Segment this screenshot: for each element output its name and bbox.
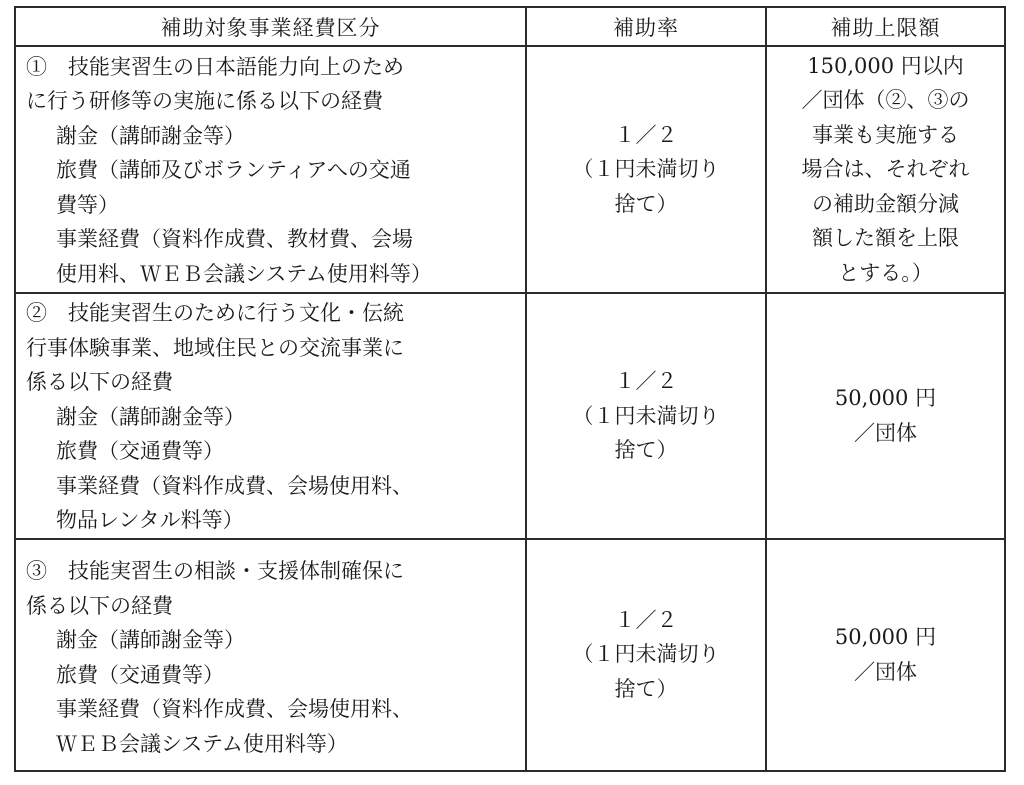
table-row xyxy=(15,293,1005,539)
rate-line: （１円未満切り xyxy=(572,642,720,667)
limit-line: の補助金額分減 xyxy=(812,191,959,216)
rate-line: （１円未満切り xyxy=(572,157,720,182)
rate-line: 捨て） xyxy=(614,438,678,462)
limit-line: ／団体 xyxy=(854,659,917,684)
category-line: に行う研修等の実施に係る以下の経費 xyxy=(26,89,383,114)
category-line: 物品レンタル料等） xyxy=(56,508,244,532)
limit-line: 場合は、それぞれ xyxy=(801,157,970,182)
limit-line: 50,000 円 xyxy=(834,386,937,411)
rate-line: １／２ xyxy=(614,122,678,147)
category-line: 謝金（講師謝金等） xyxy=(56,404,245,429)
category-line: ① 技能実習生の日本語能力向上のため xyxy=(26,54,404,79)
limit-cell xyxy=(766,539,1005,771)
category-line: 謝金（講師謝金等） xyxy=(56,628,245,652)
limit-line: ／団体 xyxy=(854,420,917,445)
limit-line: 50,000 円 xyxy=(834,625,937,649)
category-cell xyxy=(15,46,526,293)
limit-line: ／団体（②、③の xyxy=(801,88,970,113)
category-line: 係る以下の経費 xyxy=(26,370,173,394)
category-line: 旅費（交通費等） xyxy=(56,439,224,463)
category-line: ③ 技能実習生の相談・支援体制確保に xyxy=(26,559,404,583)
limit-cell xyxy=(766,46,1005,293)
category-line: 事業経費（資料作成費、会場使用料、 xyxy=(56,473,413,498)
category-cell xyxy=(15,293,526,539)
header-rate: 補助率 xyxy=(526,7,766,46)
header-limit: 補助上限額 xyxy=(766,7,1005,46)
category-line: ＷＥＢ会議システム使用料等） xyxy=(56,731,348,756)
limit-line: 150,000 円以内 xyxy=(807,53,964,78)
category-line: 使用料、ＷＥＢ会議システム使用料等） xyxy=(56,261,432,286)
rate-line: 捨て） xyxy=(614,191,678,216)
rate-cell xyxy=(526,293,766,539)
category-cell xyxy=(15,539,526,771)
category-line: 行事体験事業、地域住民との交流事業に xyxy=(26,335,404,360)
rate-cell xyxy=(526,46,766,293)
table-header-row xyxy=(15,7,1005,46)
header-category: 補助対象事業経費区分 xyxy=(15,7,526,46)
category-line: 費等） xyxy=(56,192,119,217)
rate-line: 捨て） xyxy=(614,676,678,701)
table-row xyxy=(15,46,1005,293)
category-line: 事業経費（資料作成費、教材費、会場 xyxy=(56,227,413,252)
category-line: 旅費（交通費等） xyxy=(56,662,224,687)
table-row xyxy=(15,539,1005,771)
limit-line: とする。） xyxy=(838,260,933,285)
rate-line: １／２ xyxy=(614,369,678,393)
limit-cell xyxy=(766,293,1005,539)
category-line: 謝金（講師謝金等） xyxy=(56,123,245,148)
category-line: 旅費（講師及びボランティアへの交通 xyxy=(56,158,411,183)
rate-line: （１円未満切り xyxy=(572,403,720,428)
limit-line: 事業も実施する xyxy=(812,122,959,147)
rate-line: １／２ xyxy=(614,607,678,632)
category-line: 事業経費（資料作成費、会場使用料、 xyxy=(56,697,413,721)
category-line: ② 技能実習生のために行う文化・伝統 xyxy=(26,301,404,325)
category-line: 係る以下の経費 xyxy=(26,593,173,618)
rate-cell xyxy=(526,539,766,771)
limit-line: 額した額を上限 xyxy=(812,226,959,251)
subsidy-table xyxy=(14,6,1006,772)
